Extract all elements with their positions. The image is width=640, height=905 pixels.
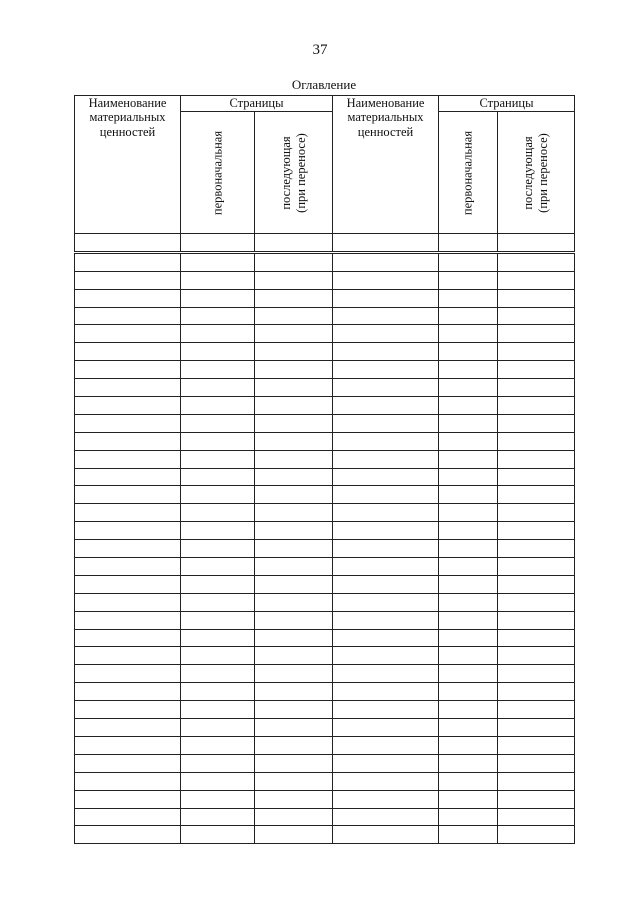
table-cell[interactable] [333,647,439,665]
table-cell[interactable] [181,683,255,701]
table-cell[interactable] [333,361,439,379]
table-cell[interactable] [333,790,439,808]
table-cell[interactable] [181,397,255,415]
table-cell[interactable] [439,414,498,432]
table-cell[interactable] [75,647,181,665]
table-cell[interactable] [255,486,333,504]
page-number: 37 [312,42,328,58]
table-cell[interactable] [75,486,181,504]
table-cell[interactable] [75,289,181,307]
table-cell[interactable] [439,379,498,397]
table-cell[interactable] [255,307,333,325]
table-cell[interactable] [255,414,333,432]
table-cell[interactable] [75,468,181,486]
table-cell[interactable] [333,486,439,504]
table-cell[interactable] [333,575,439,593]
table-cell[interactable] [181,808,255,826]
table-cell[interactable] [333,450,439,468]
table-cell[interactable] [439,790,498,808]
table-cell[interactable] [498,558,575,576]
table-row [75,558,575,576]
table-cell[interactable] [75,593,181,611]
table-cell[interactable] [75,307,181,325]
table-cell[interactable] [255,593,333,611]
table-cell[interactable] [181,754,255,772]
table-cell[interactable] [333,540,439,558]
table-cell[interactable] [333,808,439,826]
table-row [75,504,575,522]
table-cell[interactable] [75,808,181,826]
table-cell[interactable] [255,343,333,361]
table-cell[interactable] [333,629,439,647]
subsequent-label [521,133,551,213]
table-cell[interactable] [255,754,333,772]
table-cell[interactable] [498,701,575,719]
table-cell[interactable] [75,522,181,540]
table-cell[interactable] [439,450,498,468]
table-cell[interactable] [333,683,439,701]
table-cell[interactable] [333,772,439,790]
table-cell[interactable] [255,826,333,844]
table-cell[interactable] [75,683,181,701]
table-cell[interactable] [255,701,333,719]
table-row [75,325,575,343]
table-cell[interactable] [181,558,255,576]
table-cell[interactable] [439,611,498,629]
table-cell[interactable] [439,754,498,772]
table-cell[interactable] [255,379,333,397]
table-cell[interactable] [181,343,255,361]
table-cell[interactable] [255,665,333,683]
table-cell[interactable] [75,575,181,593]
table-cell[interactable] [439,361,498,379]
table-cell[interactable] [181,504,255,522]
table-cell[interactable] [333,307,439,325]
table-cell[interactable] [333,754,439,772]
table-cell[interactable] [75,611,181,629]
table-cell[interactable] [75,736,181,754]
table-row [75,397,575,415]
table-cell[interactable] [75,772,181,790]
table-row [75,379,575,397]
table-cell[interactable] [498,234,575,253]
table-cell[interactable] [498,575,575,593]
table-cell[interactable] [255,808,333,826]
table-cell[interactable] [255,450,333,468]
table-cell[interactable] [439,772,498,790]
table-cell[interactable] [439,826,498,844]
table-cell[interactable] [181,252,255,271]
table-row [75,522,575,540]
table-cell[interactable] [439,468,498,486]
table-row [75,647,575,665]
table-cell[interactable] [498,289,575,307]
table-cell[interactable] [333,826,439,844]
table-cell[interactable] [498,522,575,540]
table-row [75,361,575,379]
table-cell[interactable] [255,289,333,307]
table-cell[interactable] [181,629,255,647]
table-cell[interactable] [181,307,255,325]
table-cell[interactable] [333,504,439,522]
table-cell[interactable] [439,629,498,647]
table-cell[interactable] [439,593,498,611]
table-cell[interactable] [75,397,181,415]
table-cell[interactable] [75,558,181,576]
table-cell[interactable] [498,343,575,361]
table-cell[interactable] [333,271,439,289]
table-cell[interactable] [181,790,255,808]
table-cell[interactable] [75,540,181,558]
table-cell[interactable] [498,629,575,647]
table-cell[interactable] [439,736,498,754]
table-cell[interactable] [75,665,181,683]
table-cell[interactable] [75,432,181,450]
table-row [75,790,575,808]
table-cell[interactable] [498,808,575,826]
contents-table [74,95,575,844]
table-cell[interactable] [75,414,181,432]
table-cell[interactable] [439,397,498,415]
table-cell[interactable] [255,325,333,343]
table-row [75,683,575,701]
table-cell[interactable] [181,450,255,468]
table-row [75,754,575,772]
table-cell[interactable] [255,432,333,450]
table-cell[interactable] [75,826,181,844]
table-cell[interactable] [333,379,439,397]
table-cell[interactable] [333,343,439,361]
table-cell[interactable] [333,252,439,271]
table-cell[interactable] [181,325,255,343]
table-row [75,486,575,504]
table-row [75,540,575,558]
table-cell[interactable] [439,432,498,450]
table-row [75,450,575,468]
table-cell[interactable] [181,379,255,397]
table-row [75,772,575,790]
table-cell[interactable] [75,379,181,397]
table-cell[interactable] [181,522,255,540]
table-row [75,432,575,450]
subsequent-label-line2: (при переносе) [536,132,550,213]
table-cell[interactable] [255,772,333,790]
initial-label: первоначальная [460,130,475,215]
table-cell[interactable] [498,325,575,343]
table-cell[interactable] [255,736,333,754]
table-cell[interactable] [439,719,498,737]
initial-label: первоначальная [210,130,224,215]
table-cell[interactable] [255,540,333,558]
table-cell[interactable] [255,790,333,808]
table-row [75,414,575,432]
table-cell[interactable] [439,808,498,826]
table-cell[interactable] [498,361,575,379]
table-cell[interactable] [333,665,439,683]
table-cell[interactable] [333,522,439,540]
table-cell[interactable] [75,361,181,379]
table-row [75,808,575,826]
table-row [75,343,575,361]
table-cell[interactable] [255,271,333,289]
table-cell[interactable] [255,252,333,271]
table-row [75,234,575,253]
table-cell[interactable] [333,468,439,486]
table-cell[interactable] [181,361,255,379]
column-header-pages-left: Страницы [181,96,333,112]
table-cell[interactable] [498,271,575,289]
table-cell[interactable] [498,772,575,790]
column-header-initial-left [181,112,255,234]
table-cell[interactable] [333,558,439,576]
table-cell[interactable] [255,575,333,593]
table-cell[interactable] [75,701,181,719]
table-cell[interactable] [181,432,255,450]
table-cell[interactable] [75,234,181,253]
table-cell[interactable] [498,611,575,629]
table-cell[interactable] [439,486,498,504]
table-cell[interactable] [498,647,575,665]
table-cell[interactable] [333,736,439,754]
table-cell[interactable] [498,450,575,468]
table-cell[interactable] [255,683,333,701]
table-cell[interactable] [439,701,498,719]
table-cell[interactable] [498,665,575,683]
table-row [75,701,575,719]
table-cell[interactable] [498,790,575,808]
table-cell[interactable] [498,593,575,611]
table-cell[interactable] [75,719,181,737]
table-cell[interactable] [333,414,439,432]
table-cell[interactable] [75,252,181,271]
table-cell[interactable] [498,414,575,432]
subsequent-label-line1: последующая [521,135,535,210]
table-cell[interactable] [75,343,181,361]
table-row [75,289,575,307]
table-cell[interactable] [333,234,439,253]
table-cell[interactable] [498,397,575,415]
table-cell[interactable] [498,307,575,325]
column-header-name-left: Наименование материальных ценностей [75,96,181,234]
table-cell[interactable] [498,504,575,522]
table-cell[interactable] [181,719,255,737]
table-cell[interactable] [439,307,498,325]
table-cell[interactable] [181,736,255,754]
table-cell[interactable] [255,468,333,486]
column-header-pages-right: Страницы [439,96,575,112]
table-cell[interactable] [333,611,439,629]
table-cell[interactable] [255,558,333,576]
table-cell[interactable] [439,575,498,593]
table-cell[interactable] [255,629,333,647]
column-header-name-right: Наименование материальных ценностей [333,96,439,234]
table-row [75,629,575,647]
subsequent-label [279,133,309,213]
table-cell[interactable] [439,647,498,665]
column-header-subsequent-right [498,112,575,234]
table-cell[interactable] [255,611,333,629]
table-cell[interactable] [333,701,439,719]
table-cell[interactable] [181,611,255,629]
subsequent-label-line1: последующая [278,135,293,210]
table-cell[interactable] [498,754,575,772]
table-cell[interactable] [181,772,255,790]
table-row [75,468,575,486]
table-cell[interactable] [439,504,498,522]
table-row [75,575,575,593]
column-header-subsequent-left [255,112,333,234]
column-header-initial-right [439,112,498,234]
table-cell[interactable] [439,665,498,683]
table-cell[interactable] [498,432,575,450]
table-row [75,252,575,271]
table-cell[interactable] [439,252,498,271]
table-cell[interactable] [439,343,498,361]
table-cell[interactable] [333,719,439,737]
table-cell[interactable] [498,252,575,271]
table-cell[interactable] [498,683,575,701]
table-body [75,234,575,844]
table-cell[interactable] [181,575,255,593]
table-cell[interactable] [181,234,255,253]
table-cell[interactable] [498,468,575,486]
table-row [75,826,575,844]
table-cell[interactable] [255,234,333,253]
table-cell[interactable] [181,486,255,504]
table-cell[interactable] [181,665,255,683]
table-cell[interactable] [439,271,498,289]
table-cell[interactable] [255,522,333,540]
table-row [75,665,575,683]
table-row [75,719,575,737]
table-cell[interactable] [439,683,498,701]
table-cell[interactable] [255,719,333,737]
table-cell[interactable] [498,486,575,504]
table-cell[interactable] [181,647,255,665]
table-cell[interactable] [181,289,255,307]
table-cell[interactable] [498,736,575,754]
table-cell[interactable] [498,540,575,558]
table-cell[interactable] [75,450,181,468]
table-cell[interactable] [439,289,498,307]
table-cell[interactable] [439,558,498,576]
table-row [75,611,575,629]
table-cell[interactable] [75,790,181,808]
table-cell[interactable] [439,522,498,540]
table-cell[interactable] [75,629,181,647]
table-cell[interactable] [181,593,255,611]
table-cell[interactable] [439,325,498,343]
table-cell[interactable] [333,325,439,343]
table-row [75,307,575,325]
table-cell[interactable] [255,397,333,415]
table-cell[interactable] [75,271,181,289]
table-cell[interactable] [181,414,255,432]
table-cell[interactable] [498,826,575,844]
table-cell[interactable] [181,271,255,289]
table-row [75,736,575,754]
table-cell[interactable] [439,234,498,253]
table-title: Оглавление [291,77,357,92]
table-cell[interactable] [181,468,255,486]
table-row [75,271,575,289]
table-cell[interactable] [439,540,498,558]
table-cell[interactable] [181,540,255,558]
table-cell[interactable] [333,397,439,415]
table-cell[interactable] [75,754,181,772]
table-cell[interactable] [75,325,181,343]
table-cell[interactable] [333,432,439,450]
table-cell[interactable] [255,504,333,522]
subsequent-label-line2: (при переносе) [293,132,308,213]
table-cell[interactable] [333,289,439,307]
table-cell[interactable] [181,826,255,844]
table-cell[interactable] [75,504,181,522]
table-cell[interactable] [181,701,255,719]
table-cell[interactable] [333,593,439,611]
table-cell[interactable] [498,719,575,737]
table-cell[interactable] [255,647,333,665]
table-cell[interactable] [498,379,575,397]
table-row [75,593,575,611]
table-cell[interactable] [255,361,333,379]
